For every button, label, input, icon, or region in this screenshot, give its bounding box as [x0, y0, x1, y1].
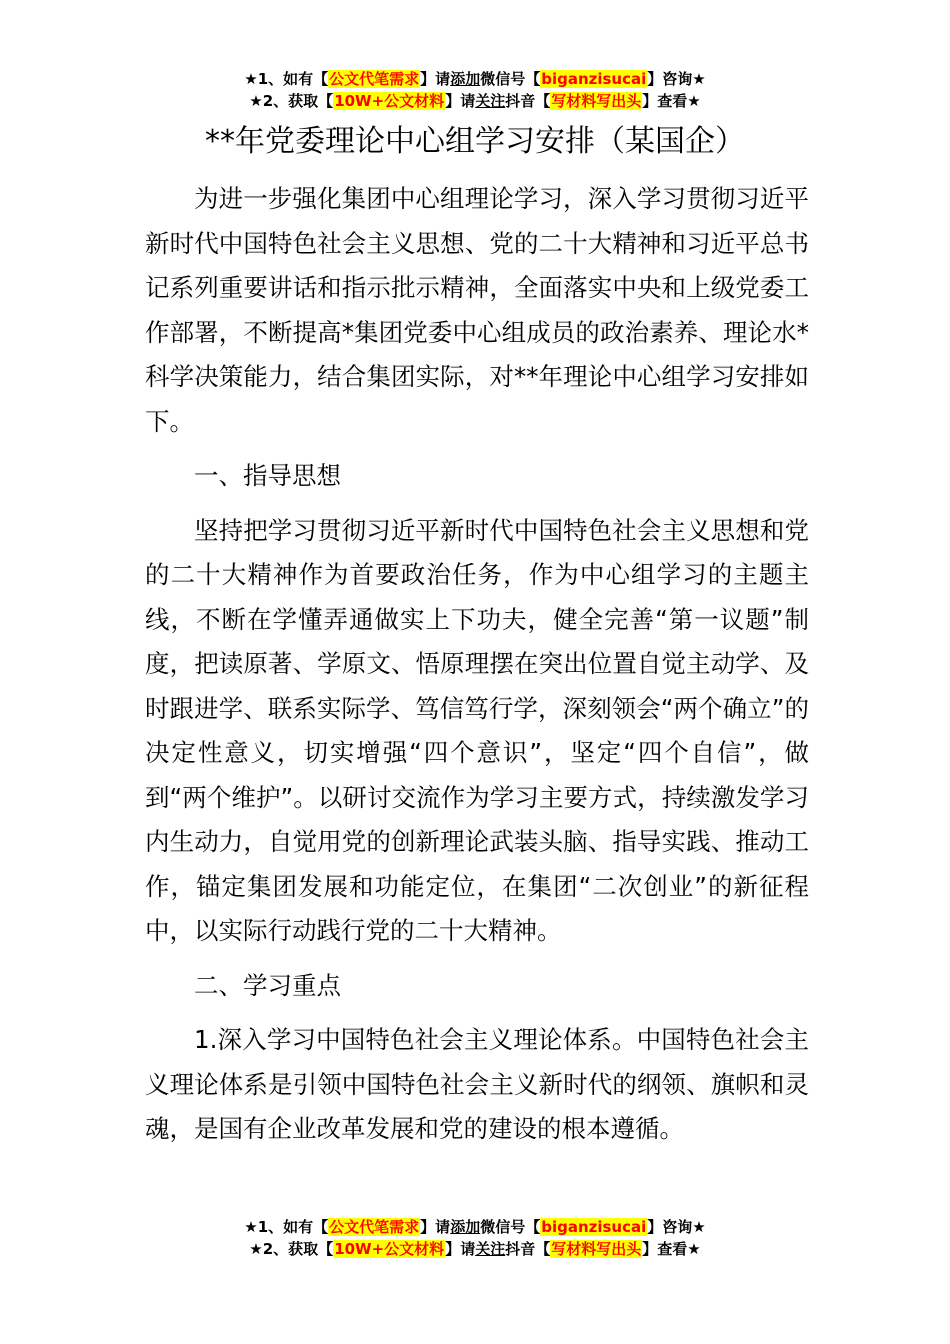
document-title: **年党委理论中心组学习安排（某国企）: [205, 124, 745, 159]
banner-line-2: [0, 90, 950, 112]
banner-underlined-text: 关注: [475, 92, 506, 110]
document-body: [145, 177, 809, 1162]
study-focus-item-1: 1.深入学习中国特色社会主义理论体系。中国特色社会主义理论体系是引领中国特色社会主义新时代的纲领、旗帜和灵魂，是国有企业改革发展和党的建设的根本遵循。: [145, 1025, 809, 1143]
banner-underlined-text: 添加: [450, 70, 481, 88]
banner-line-2: [0, 1238, 950, 1260]
highlight-service: 公文代笔需求: [329, 1218, 420, 1236]
banner-text: 】请: [420, 1218, 451, 1236]
banner-text: ★1、如有【: [244, 70, 329, 88]
banner-line-1: [0, 68, 950, 90]
banner-underlined-text: 关注: [475, 1240, 506, 1258]
footer-banner: [0, 1216, 950, 1260]
banner-line-1: [0, 1216, 950, 1238]
banner-text: 】请: [445, 92, 476, 110]
banner-text: ★2、获取【: [249, 92, 334, 110]
highlight-wechat-id: biganzisucai: [541, 70, 647, 88]
section-heading-study-focus: 二、学习重点: [194, 970, 341, 1000]
banner-text: 微信号【: [480, 1218, 541, 1236]
banner-text: 】请: [420, 70, 451, 88]
highlight-materials: 10W+公文材料: [334, 1240, 445, 1258]
banner-text: 】咨询★: [647, 1218, 706, 1236]
banner-text: ★2、获取【: [249, 1240, 334, 1258]
section-heading-guiding-ideology: 一、指导思想: [194, 461, 341, 490]
banner-text: 】查看★: [642, 1240, 701, 1258]
banner-text: ★1、如有【: [244, 1218, 329, 1236]
banner-underlined-text: 添加: [450, 1218, 481, 1236]
header-banner: [0, 68, 950, 112]
banner-text: 】咨询★: [647, 70, 706, 88]
banner-text: 微信号【: [480, 70, 541, 88]
banner-text: 】请: [445, 1240, 476, 1258]
guiding-ideology-paragraph: 坚持把学习贯彻习近平新时代中国特色社会主义思想和党的二十大精神作为首要政治任务，作为中心组学习的主题主线，不断在学懂弄通做实上下功夫，健全完善“第一议题”制度，把读原著、学原文、悟原理摆在突出位置自觉主动学、及时跟进学、联系实际学、笃信笃行学，深刻领会“两个确立”的决定性意义，切实增强“四个意识”，坚定“四个自信”，做到“两个维护”。以研讨交流作为学习主要方式，持续激发学习内生动力，自觉用党的创新理论武装头脑、指导实践、推动工作，锚定集团发展和功能定位，在集团“二次创业”的新征程中，以实际行动践行党的二十大精神。: [145, 515, 809, 945]
highlight-service: 公文代笔需求: [329, 70, 420, 88]
banner-text: 抖音【: [505, 92, 551, 110]
highlight-wechat-id: biganzisucai: [541, 1218, 647, 1236]
banner-text: 抖音【: [505, 1240, 551, 1258]
banner-text: 】查看★: [642, 92, 701, 110]
highlight-douyin-account: 写材料写出头: [551, 92, 642, 110]
highlight-materials: 10W+公文材料: [334, 92, 445, 110]
highlight-douyin-account: 写材料写出头: [551, 1240, 642, 1258]
intro-paragraph: 为进一步强化集团中心组理论学习，深入学习贯彻习近平新时代中国特色社会主义思想、党的二十大精神和习近平总书记系列重要讲话和指示批示精神，全面落实中央和上级党委工作部署，不断提高*集团党委中心组成员的政治素养、理论水*科学决策能力，结合集团实际，对**年理论中心组学习安排如下。: [145, 184, 809, 436]
